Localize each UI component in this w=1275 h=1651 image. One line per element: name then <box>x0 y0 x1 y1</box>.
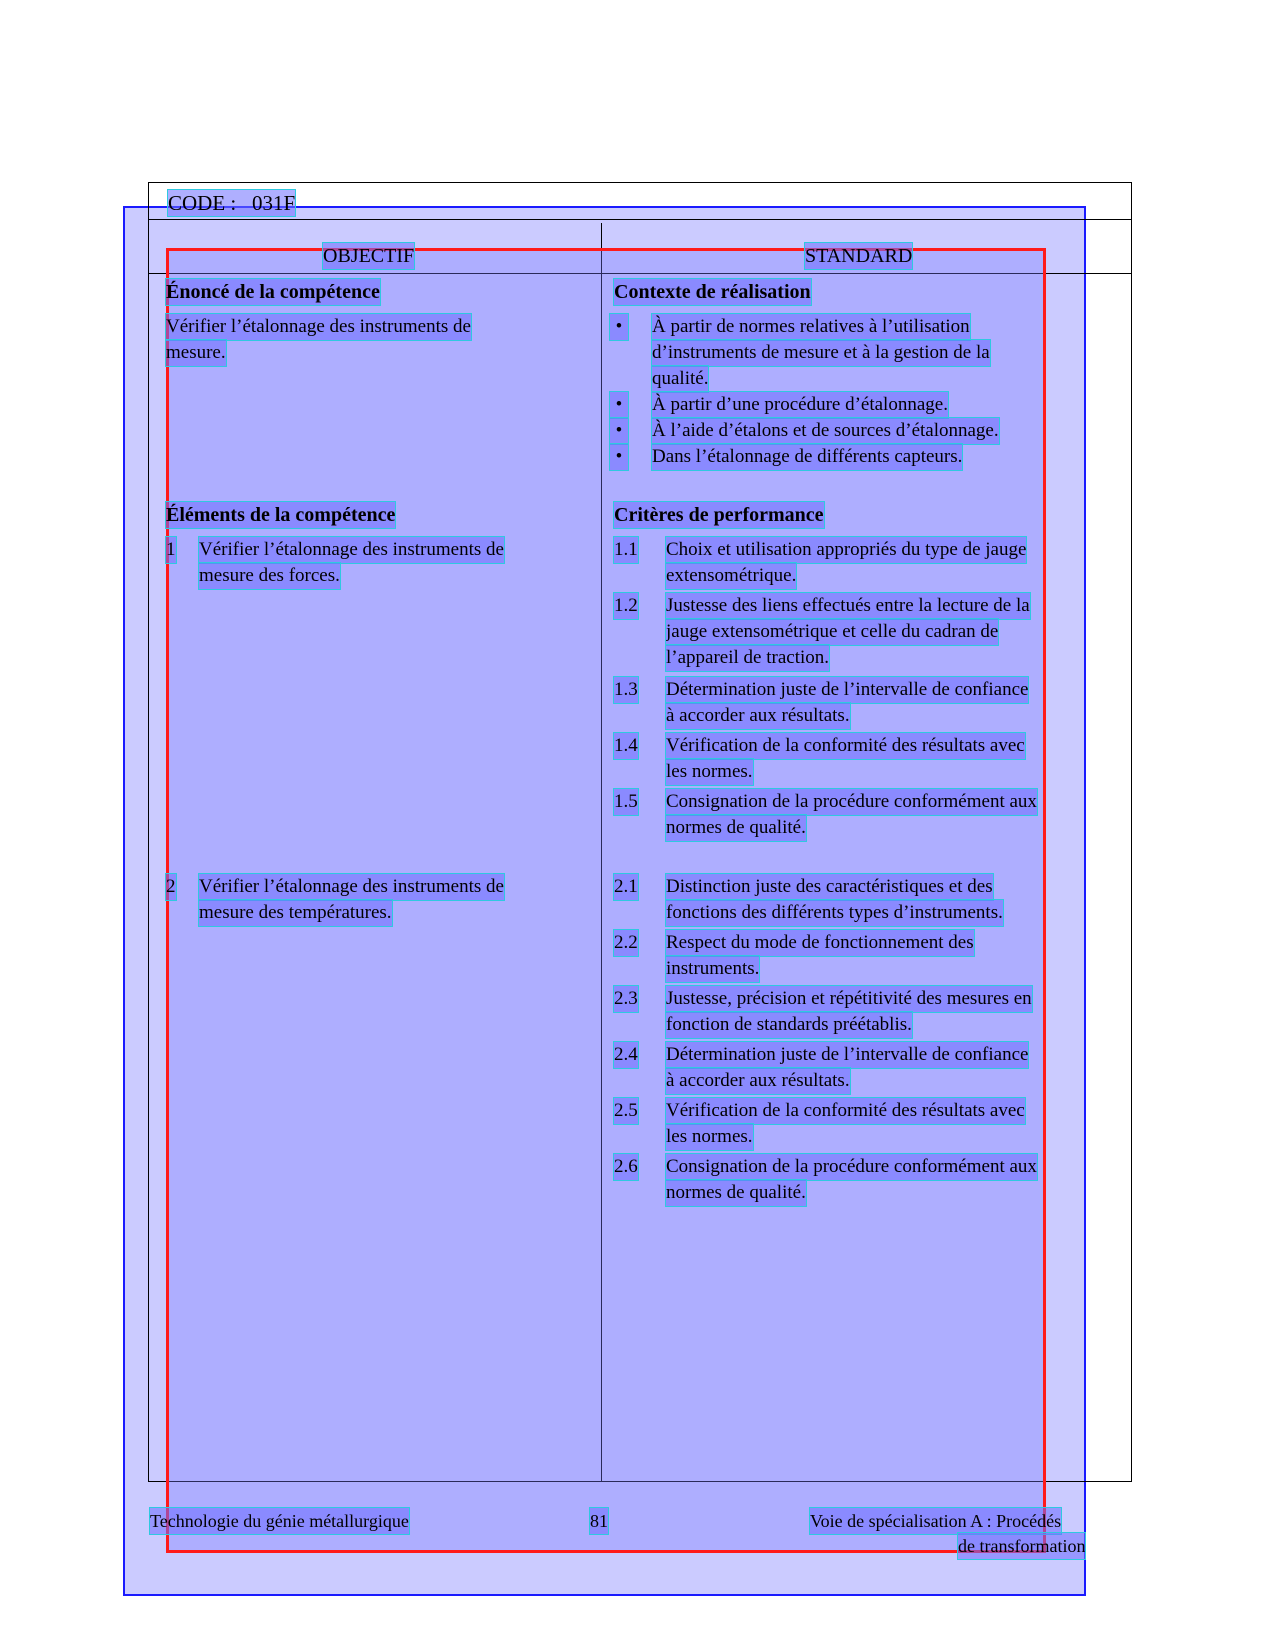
enonce-title: Énoncé de la compétence <box>166 281 380 303</box>
critere-line: normes de qualité. <box>666 815 806 841</box>
critere-line: à accorder aux résultats. <box>666 703 850 729</box>
bullet-icon: • <box>610 392 628 418</box>
contexte-line: d’instruments de mesure et à la gestion de la <box>652 340 990 366</box>
element-number: 1 <box>166 537 176 563</box>
critere-line: fonctions des différents types d’instruments. <box>666 900 1003 926</box>
bullet-icon: • <box>610 444 628 470</box>
critere-line: extensométrique. <box>666 563 796 589</box>
code-label: CODE : <box>168 191 237 215</box>
critere-number: 1.1 <box>614 537 638 563</box>
critere-line: fonction de standards préétablis. <box>666 1012 912 1038</box>
contexte-title: Contexte de réalisation <box>614 281 811 303</box>
critere-line: Vérification de la conformité des résultats avec <box>666 1098 1025 1124</box>
elements-title: Éléments de la compétence <box>166 504 396 526</box>
footer-right-line: Voie de spécialisation A : Procédés <box>810 1508 1061 1534</box>
enonce-line: Vérifier l’étalonnage des instruments de <box>166 314 471 340</box>
critere-line: les normes. <box>666 759 753 785</box>
contexte-line: Dans l’étalonnage de différents capteurs. <box>652 444 962 470</box>
critere-line: Choix et utilisation appropriés du type de jauge <box>666 537 1026 563</box>
bullet-icon: • <box>610 314 628 340</box>
footer-right-line: de transformation <box>958 1533 1085 1559</box>
critere-line: jauge extensométrique et celle du cadran de <box>666 619 998 645</box>
element-number: 2 <box>166 874 176 900</box>
critere-line: Consignation de la procédure conformément aux <box>666 789 1037 815</box>
critere-line: Justesse des liens effectués entre la lecture de la <box>666 593 1030 619</box>
footer-left: Technologie du génie métallurgique <box>150 1508 409 1534</box>
contexte-line: À partir d’une procédure d’étalonnage. <box>652 392 948 418</box>
critere-line: les normes. <box>666 1124 753 1150</box>
header-objectif: OBJECTIF <box>323 245 415 267</box>
critere-line: normes de qualité. <box>666 1180 806 1206</box>
critere-line: l’appareil de traction. <box>666 645 829 671</box>
critere-number: 2.5 <box>614 1098 638 1124</box>
contexte-line: À partir de normes relatives à l’utilisation <box>652 314 970 340</box>
critere-line: Justesse, précision et répétitivité des mesures en <box>666 986 1032 1012</box>
critere-line: à accorder aux résultats. <box>666 1068 850 1094</box>
critere-line: Distinction juste des caractéristiques et des <box>666 874 993 900</box>
bullet-icon: • <box>610 418 628 444</box>
critere-number: 2.2 <box>614 930 638 956</box>
critere-line: instruments. <box>666 956 759 982</box>
contexte-line: qualité. <box>652 366 708 392</box>
critere-number: 1.4 <box>614 733 638 759</box>
element-line: Vérifier l’étalonnage des instruments de <box>199 537 504 563</box>
critere-number: 1.2 <box>614 593 638 619</box>
critere-line: Respect du mode de fonctionnement des <box>666 930 974 956</box>
element-line: mesure des températures. <box>199 900 392 926</box>
element-line: Vérifier l’étalonnage des instruments de <box>199 874 504 900</box>
enonce-line: mesure. <box>166 340 226 366</box>
element-line: mesure des forces. <box>199 563 340 589</box>
critere-line: Vérification de la conformité des résultats avec <box>666 733 1025 759</box>
code-line <box>168 190 295 216</box>
critere-number: 2.3 <box>614 986 638 1012</box>
header-standard: STANDARD <box>805 245 913 267</box>
critere-number: 2.6 <box>614 1154 638 1180</box>
critere-line: Consignation de la procédure conformément aux <box>666 1154 1037 1180</box>
footer-page-number: 81 <box>590 1508 608 1534</box>
critere-line: Détermination juste de l’intervalle de confiance <box>666 677 1028 703</box>
critere-number: 1.3 <box>614 677 638 703</box>
critere-number: 2.4 <box>614 1042 638 1068</box>
critere-line: Détermination juste de l’intervalle de confiance <box>666 1042 1028 1068</box>
code-value: 031F <box>252 191 296 215</box>
criteres-title: Critères de performance <box>614 504 824 526</box>
contexte-line: À l’aide d’étalons et de sources d’étalonnage. <box>652 418 999 444</box>
critere-number: 2.1 <box>614 874 638 900</box>
critere-number: 1.5 <box>614 789 638 815</box>
code-row-rule <box>149 219 1131 220</box>
